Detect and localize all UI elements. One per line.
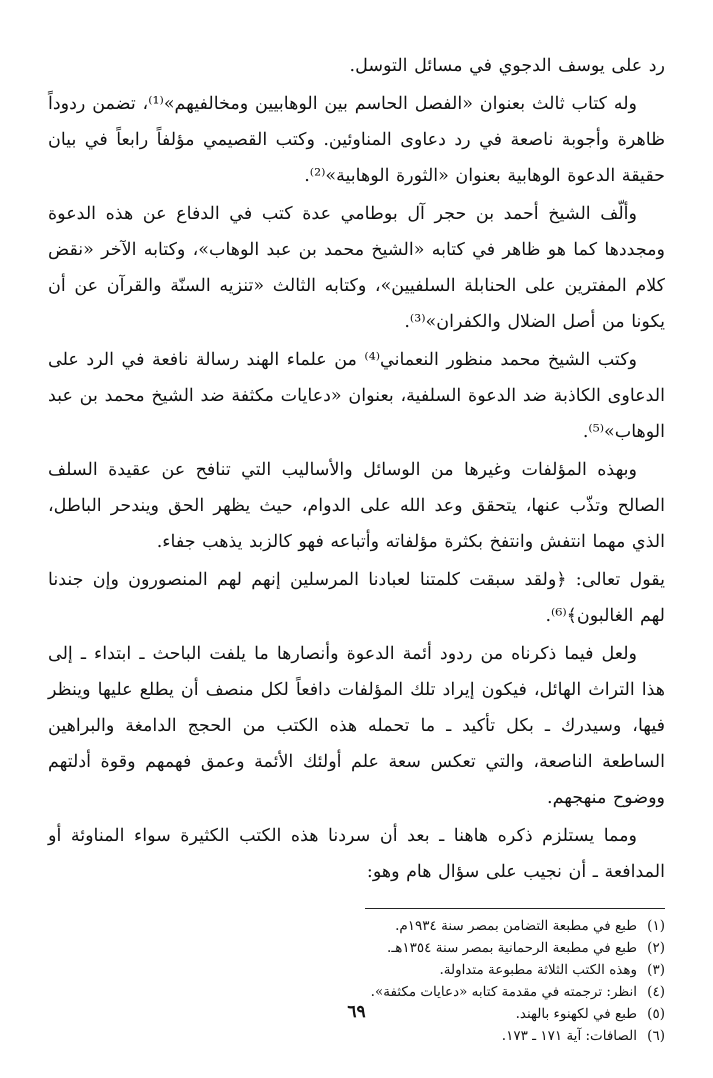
footnote-number: (٤): [647, 984, 665, 1000]
footnote-number: (٥): [647, 1006, 665, 1022]
paragraph: ومما يستلزم ذكره هاهنا ـ بعد أن سردنا هذه الكتب الكثيرة سواء المناوئة أو المدافعة ـ أن نجيب على سؤال هام وهو:: [48, 826, 665, 882]
footnote-text: طبع في مطبعة الرحمانية بمصر سنة ١٣٥٤هـ.: [387, 940, 637, 956]
footnote: [48, 915, 665, 937]
quran-quote-paragraph: يقول تعالى: ﴿ولقد سبقت كلمتنا لعبادنا المرسلين إنهم لهم المنصورون وإن جندنا لهم الغالبون﴾⁽⁶⁾.: [48, 570, 665, 626]
paragraph: وكتب الشيخ محمد منظور النعماني⁽⁴⁾ من علماء الهند رسالة نافعة في الرد على الدعاوى الكاذبة ضد الدعوة السلفية، بعنوان «دعايات مكثفة ضد الشيخ محمد بن عبد الوهاب»⁽⁵⁾.: [48, 350, 665, 442]
body-text: [48, 48, 665, 890]
paragraph: رد على يوسف الدجوي في مسائل التوسل.: [349, 56, 665, 76]
footnote-number: (٢): [647, 940, 665, 956]
footnote: [48, 981, 665, 1003]
footnote: [48, 937, 665, 959]
paragraph: ولعل فيما ذكرناه من ردود أئمة الدعوة وأنصارها ما يلفت الباحث ـ ابتداء ـ إلى هذا التراث الهائل، فيكون إيراد تلك المؤلفات دافعاً لكل منصف أن يطلع عليها وينظر فيها، وسيدرك ـ بكل تأكيد ـ ما تحمله هذه الكتب من الحجج الدامغة والبراهين الساطعة الناصعة، والتي تعكس سعة علم أولئك الأئمة وعمق فهمهم وقوة أدلتهم ووضوح منهجهم.: [48, 644, 665, 808]
footnote-number: (١): [647, 918, 665, 934]
footnote: [48, 1025, 665, 1047]
page-number: ٦٩: [347, 1002, 366, 1022]
paragraph: وألّف الشيخ أحمد بن حجر آل بوطامي عدة كتب في الدفاع عن هذه الدعوة ومجددها كما هو ظاهر في كتابه «الشيخ محمد بن عبد الوهاب»، وكتابه الآخر «نقض كلام المفترين على الحنابلة السلفيين»، وكتابه الثالث «تنزيه السنّة والقرآن عن أن يكونا من أصل الضلال والكفران»⁽³⁾.: [48, 204, 665, 332]
footnote-text: انظر: ترجمته في مقدمة كتابه «دعايات مكثفة».: [370, 984, 637, 1000]
paragraph: وبهذه المؤلفات وغيرها من الوسائل والأساليب التي تنافح عن عقيدة السلف الصالح وتذّب عنها، يتحقق وعد الله على الدوام، حيث يظهر الحق ويندحر الباطل، الذي مهما انتفش وانتفخ بكثرة مؤلفاته وأتباعه فهو كالزبد يذهب جفاء.: [48, 460, 665, 552]
footnote-divider: [365, 908, 665, 909]
footnote-text: طبع في مطبعة التضامن بمصر سنة ١٩٣٤م.: [395, 918, 637, 934]
footnotes: [48, 915, 665, 1047]
footnote-number: (٣): [647, 962, 665, 978]
paragraph: وله كتاب ثالث بعنوان «الفصل الحاسم بين الوهابيين ومخالفيهم»⁽¹⁾، تضمن ردوداً ظاهرة وأجوبة ناصعة في رد دعاوى المناوئين. وكتب القصيمي مؤلفاً رابعاً في بيان حقيقة الدعوة الوهابية بعنوان «الثورة الوهابية»⁽²⁾.: [48, 94, 665, 186]
footnote-text: وهذه الكتب الثلاثة مطبوعة متداولة.: [439, 962, 637, 978]
footnote-number: (٦): [647, 1028, 665, 1044]
footnote-text: الصافات: آية ١٧١ ـ ١٧٣.: [501, 1028, 637, 1044]
footnote-text: طبع في لكهنوء بالهند.: [515, 1006, 637, 1022]
footnote: [48, 959, 665, 981]
